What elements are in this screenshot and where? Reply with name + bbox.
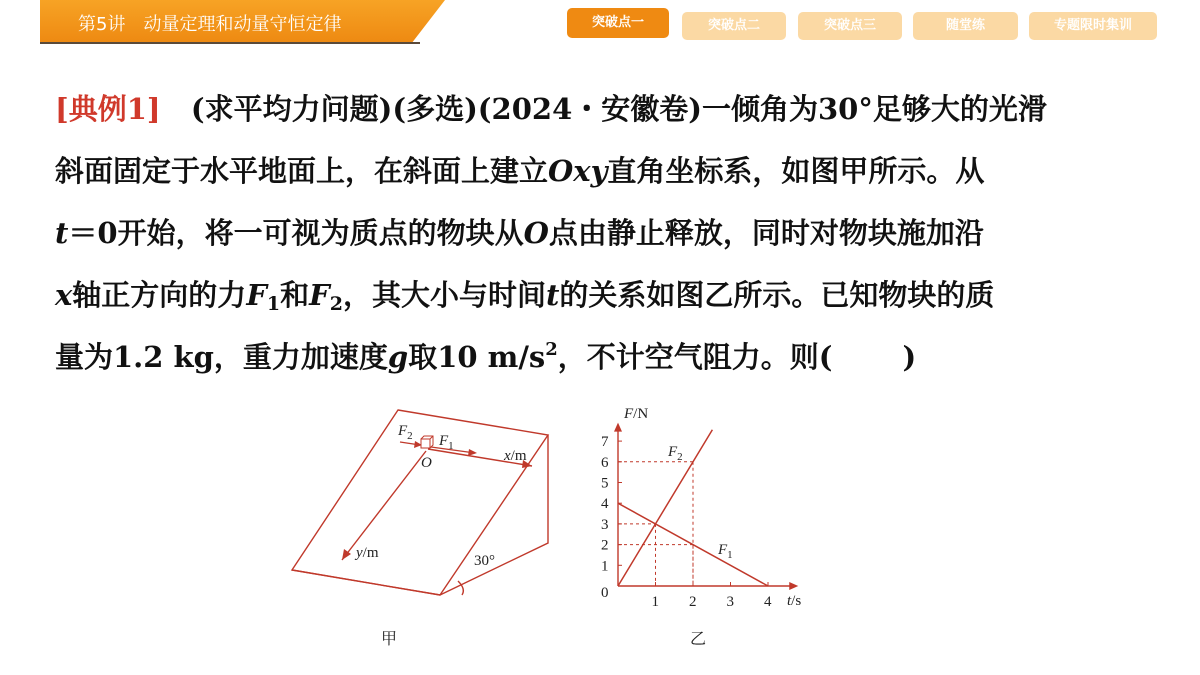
text-span: 斜面固定于水平地面上，在斜面上建立 xyxy=(55,154,549,188)
block-icon xyxy=(421,436,433,448)
figure-jia-caption: 甲 xyxy=(381,629,398,648)
problem-line-5 xyxy=(55,326,1155,388)
italic-t: t xyxy=(55,216,69,250)
origin-label: 0 xyxy=(601,585,609,601)
angle-label: 30° xyxy=(474,553,495,569)
x-axis-arrowhead xyxy=(789,582,798,590)
series-line-f1 xyxy=(618,503,768,586)
problem-line-3 xyxy=(55,202,1155,264)
y-tick-label: 4 xyxy=(601,496,609,513)
x-tick-label: 4 xyxy=(764,594,772,610)
y-tick-label: 5 xyxy=(601,475,609,492)
incline-top-face xyxy=(292,410,548,595)
incline-bottom-edge xyxy=(292,570,440,595)
series-line-f2 xyxy=(618,430,712,586)
problem-line-1-text: (求平均力问题)(多选)(2024・安徽卷)一倾角为30°足够大的光滑 xyxy=(190,92,1047,126)
problem-line-2 xyxy=(55,140,1155,202)
subscript-2: 2 xyxy=(329,293,343,315)
example-tag: [典例1] xyxy=(55,92,161,126)
italic-g: g xyxy=(387,340,409,374)
italic-x: x xyxy=(55,278,73,312)
f2-label: $F_2$ xyxy=(398,423,413,442)
text-span: 轴正方向的力 xyxy=(72,278,247,312)
f1-label: $F_1$ xyxy=(439,433,454,452)
y-tick-label: 3 xyxy=(601,516,609,533)
y-tick-label: 7 xyxy=(601,434,609,451)
problem-text xyxy=(55,78,1155,388)
y-axis-label: F/N xyxy=(624,406,649,422)
figure-incline-diagram xyxy=(290,405,560,605)
lesson-title: 第5讲 动量定理和动量守恒定律 xyxy=(78,14,342,35)
italic-t-2: t xyxy=(546,278,560,312)
x-tick-label: 3 xyxy=(726,594,734,610)
x-tick-label: 2 xyxy=(689,594,697,610)
header-underline xyxy=(40,42,420,44)
x-tick-label: 1 xyxy=(651,594,659,610)
italic-o: O xyxy=(523,216,549,250)
y-axis-arrowhead xyxy=(614,423,622,432)
y-axis-label: y/m xyxy=(356,545,379,561)
tab-breakthrough-3[interactable]: 突破点三 xyxy=(798,12,902,40)
problem-line-1 xyxy=(55,78,1155,140)
x-axis-label: x/m xyxy=(504,448,527,464)
origin-o-label: O xyxy=(421,455,432,471)
problem-line-4 xyxy=(55,264,1155,326)
text-span: 点由静止释放，同时对物块施加沿 xyxy=(548,216,984,250)
text-span: ) xyxy=(902,340,917,374)
y-tick-label: 2 xyxy=(601,537,609,554)
subscript-1: 1 xyxy=(266,293,281,315)
superscript-2: 2 xyxy=(545,339,558,360)
angle-arc xyxy=(458,581,463,595)
text-span: 和 xyxy=(280,278,310,312)
figure-force-time-chart xyxy=(590,400,830,615)
text-span: 取10 m/s xyxy=(408,340,546,374)
italic-oxy: Oxy xyxy=(548,154,608,188)
tab-timed-training[interactable]: 专题限时集训 xyxy=(1029,12,1157,40)
y-tick-label: 1 xyxy=(601,558,609,575)
italic-f2: F xyxy=(309,278,330,312)
text-span: ，不计空气阻力。则( xyxy=(557,340,833,374)
series-f2-label: $F_2$ xyxy=(668,444,683,463)
text-span: 直角坐标系，如图甲所示。从 xyxy=(607,154,985,188)
x-axis-label: t/s xyxy=(787,593,802,609)
tab-breakthrough-1[interactable]: 突破点一 xyxy=(567,8,669,38)
figure-yi-caption: 乙 xyxy=(690,629,707,648)
tab-breakthrough-2[interactable]: 突破点二 xyxy=(682,12,786,40)
text-span: 量为1.2 kg，重力加速度 xyxy=(55,340,388,374)
series-f1-label: $F_1$ xyxy=(718,542,733,561)
text-span: 的关系如图乙所示。已知物块的质 xyxy=(559,278,995,312)
y-axis xyxy=(342,451,426,560)
y-tick-label: 6 xyxy=(601,454,609,471)
f1-arrowhead xyxy=(468,449,477,456)
text-span: ＝0开始，将一可视为质点的物块从 xyxy=(68,216,524,250)
tab-class-practice[interactable]: 随堂练 xyxy=(913,12,1018,40)
italic-f1: F xyxy=(246,278,267,312)
text-span: ，其大小与时间 xyxy=(342,278,546,312)
